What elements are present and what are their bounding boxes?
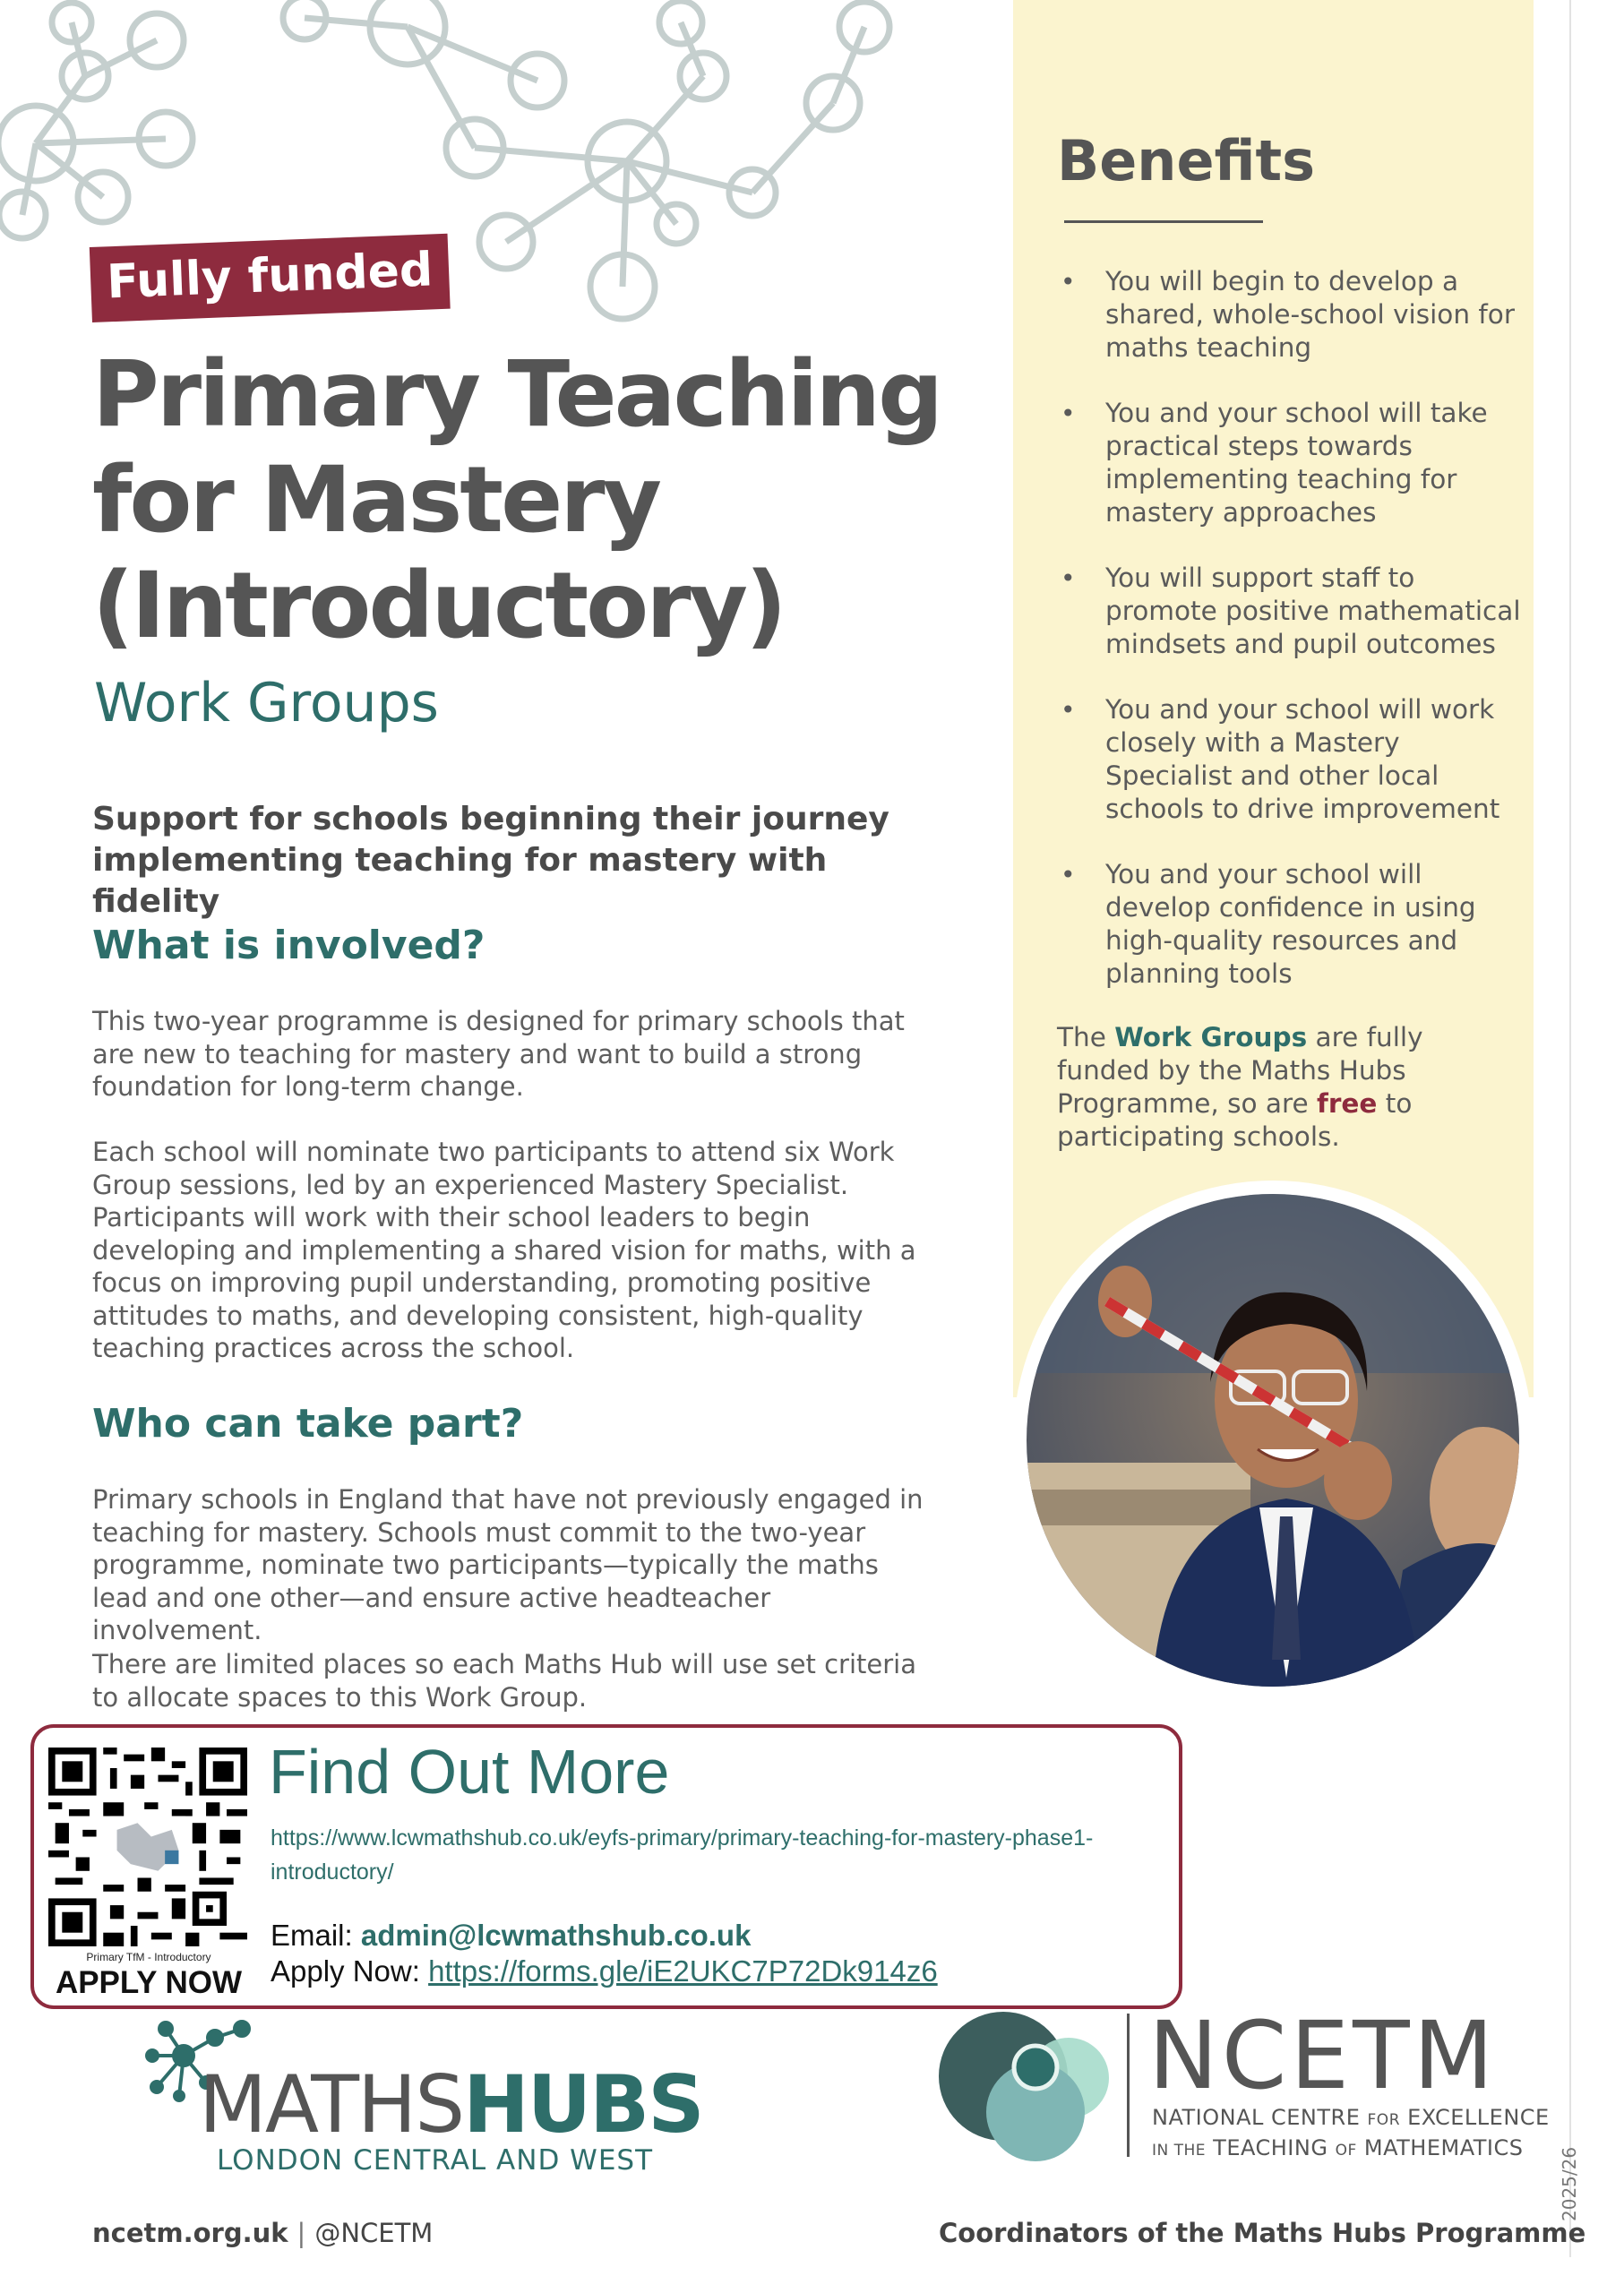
footer-contact (92, 2218, 433, 2248)
tagline-part: NATIONAL CENTRE (1152, 2105, 1361, 2130)
benefits-list (1057, 265, 1523, 1023)
ncetm-tagline-1 (1152, 2105, 1550, 2130)
title-line-2: for Mastery (92, 447, 660, 554)
email-link[interactable]: admin@lcwmathshub.co.uk (360, 1919, 752, 1952)
tagline-part: FOR (1367, 2111, 1401, 2129)
list-item (1057, 397, 1523, 529)
email-label: Email: (271, 1919, 361, 1952)
funding-text-1: The (1057, 1022, 1115, 1052)
heading-who-can-take-part: Who can take part? (92, 1401, 524, 1447)
qr-code[interactable] (48, 1748, 247, 1946)
find-out-more-title: Find Out More (269, 1737, 670, 1807)
ncetm-logo-icon (939, 2006, 1118, 2168)
bullet-icon: • (1061, 267, 1076, 296)
list-item (1057, 693, 1523, 826)
benefit-text: You will support staff to promote positive mathematical mindsets and pupil outcomes (1105, 563, 1521, 659)
page-edge-line (1569, 0, 1571, 2257)
list-item (1057, 562, 1523, 661)
apply-now-label: APPLY NOW (55, 1965, 243, 2000)
bullet-icon: • (1061, 563, 1076, 593)
maths-hubs-wordmark (199, 2060, 703, 2150)
bullet-icon: • (1061, 695, 1076, 725)
page-subtitle: Work Groups (94, 672, 439, 734)
funding-text-2: are fully funded by the Maths Hubs Programme, so are (1057, 1022, 1423, 1119)
maths-hubs-region: LONDON CENTRAL AND WEST (217, 2144, 654, 2177)
benefit-text: You and your school will work closely with a Mastery Specialist and other local schools to drive improvement (1105, 694, 1500, 824)
intro-text: Support for schools beginning their journey implementing teaching for mastery with fidelity (92, 801, 889, 920)
apply-form-link[interactable]: https://forms.gle/iE2UKC7P72Dk914z6 (428, 1954, 938, 1988)
tagline-part: TEACHING (1206, 2135, 1336, 2160)
pupil-photo (1027, 1194, 1519, 1687)
footer-coordinators: Coordinators of the Maths Hubs Programme (939, 2218, 1586, 2248)
wordmark-hubs: HUBS (463, 2058, 703, 2151)
free-emphasis: free (1317, 1088, 1378, 1119)
qr-caption: Primary TfM - Introductory (86, 1951, 211, 1963)
apply-label: Apply Now: (271, 1954, 429, 1988)
title-line-3: (Introductory) (92, 553, 785, 659)
title-line-1: Primary Teaching (92, 341, 941, 448)
ncetm-tagline-2 (1152, 2135, 1524, 2160)
benefits-title: Benefits (1057, 128, 1315, 193)
footer-separator: | (296, 2218, 306, 2248)
benefits-divider (1064, 220, 1263, 223)
involved-paragraph-2: Each school will nominate two participants to attend six Work Group sessions, led by an experienced Mastery Specialist. Participants will work with their school leaders to begin developing and implementing a shared vision for maths, with a focus on improving pupil understanding, promoting positive attitudes to maths, and developing consistent, high-quality teaching practices across the school. (92, 1137, 916, 1363)
tagline-part: MATHEMATICS (1356, 2135, 1524, 2160)
list-item (1057, 265, 1523, 365)
bullet-icon: • (1061, 860, 1076, 889)
ncetm-wordmark: NCETM (1148, 2001, 1498, 2110)
tagline-part: EXCELLENCE (1400, 2105, 1550, 2130)
tagline-part: OF (1335, 2142, 1357, 2160)
who-paragraph-1: Primary schools in England that have not previously engaged in teaching for mastery. Schools must commit to the two-year programme, nominate two participants—typically the maths lead and one other—and ensure active headteacher involvement. (92, 1484, 924, 1645)
heading-what-is-involved: What is involved? (92, 923, 485, 968)
list-item (1057, 858, 1523, 991)
ncetm-divider (1127, 2014, 1130, 2157)
work-groups-emphasis: Work Groups (1114, 1022, 1308, 1052)
benefit-text: You and your school will develop confidence in using high-quality resources and planning tools (1105, 859, 1476, 989)
apply-line (271, 1954, 938, 1988)
bullet-icon: • (1061, 399, 1076, 428)
who-paragraph-2: There are limited places so each Maths Hub will use set criteria to allocate spaces to this Work Group. (92, 1649, 916, 1713)
email-line (271, 1919, 751, 1953)
funding-note (1057, 1021, 1523, 1154)
tagline-part: IN THE (1152, 2142, 1207, 2160)
programme-url-link[interactable]: https://www.lcwmathshub.co.uk/eyfs-primary/primary-teaching-for-mastery-phase1-introductory/ (271, 1825, 1094, 1885)
involved-paragraph-1: This two-year programme is designed for primary schools that are new to teaching for mastery and want to build a strong foundation for long-term change. (92, 1006, 905, 1102)
wordmark-maths: MATHS (199, 2058, 464, 2151)
page-title (92, 342, 952, 659)
edition-year: 2025/26 (1559, 2146, 1580, 2221)
funding-text-3: to participating schools. (1057, 1088, 1413, 1152)
benefit-text: You and your school will take practical steps towards implementing teaching for mastery approaches (1105, 398, 1488, 528)
footer-handle[interactable]: @NCETM (314, 2218, 434, 2248)
footer-site-link[interactable]: ncetm.org.uk (92, 2218, 288, 2248)
fully-funded-badge: Fully funded (90, 234, 451, 322)
benefit-text: You will begin to develop a shared, whole-school vision for maths teaching (1105, 266, 1515, 363)
